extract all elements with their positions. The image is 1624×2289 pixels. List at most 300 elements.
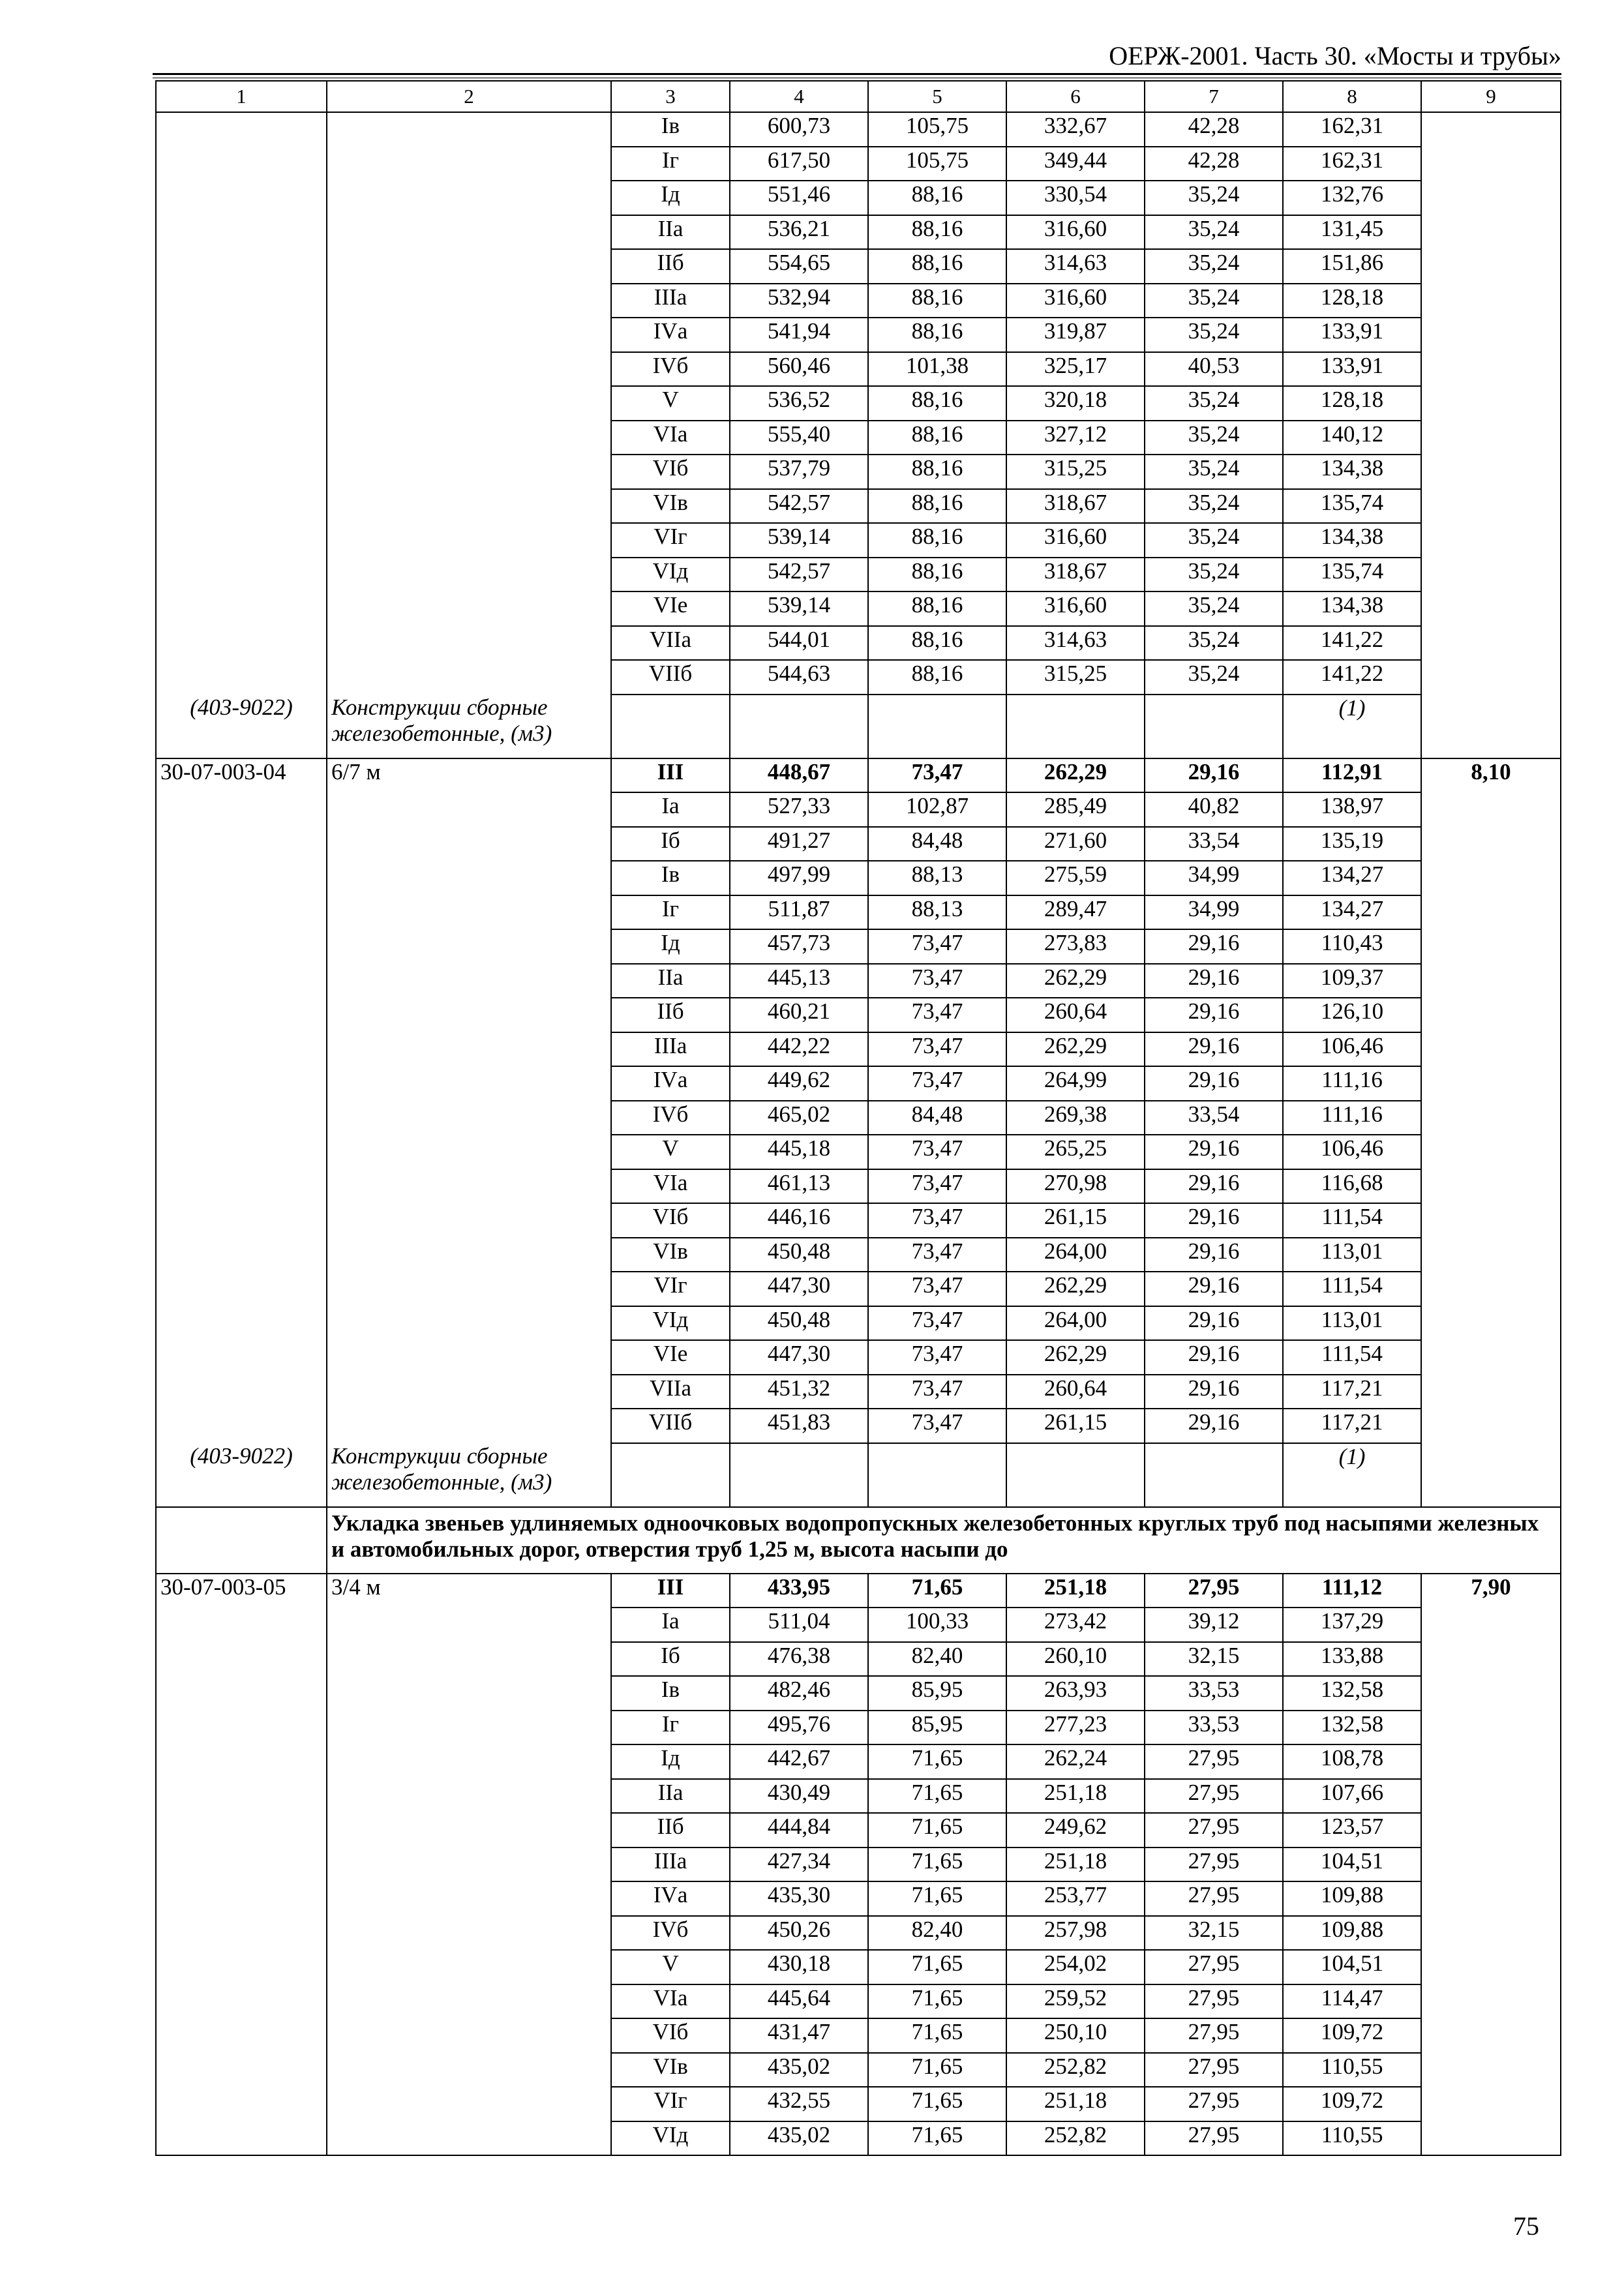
value-cell: 108,78 [1283,1744,1421,1779]
region-cell: VIб [611,455,730,489]
region-cell: VIг [611,523,730,558]
value-cell: 110,55 [1283,2121,1421,2156]
table-body [156,81,1561,2155]
code-cell: 30-07-003-05 [156,1574,327,1608]
value-cell: 314,63 [1006,249,1145,284]
code-cell [156,964,327,998]
labor-cell: 7,90 [1421,1574,1561,1608]
value-cell: 71,65 [868,1813,1006,1848]
name-cell [327,1711,611,1745]
value-cell: 332,67 [1006,112,1145,147]
table-row [156,215,1561,250]
value-cell: 32,15 [1145,1916,1283,1951]
region-cell: Iа [611,1608,730,1642]
value-cell: 445,64 [730,1984,868,2019]
table-row [156,1574,1561,1608]
table-row [156,1203,1561,1238]
region-cell: Iа [611,792,730,827]
value-cell: 27,95 [1145,1950,1283,1984]
table-row [156,1272,1561,1306]
value-cell: 251,18 [1006,2087,1145,2121]
name-cell [327,523,611,558]
value-cell: 275,59 [1006,861,1145,895]
value-cell: 465,02 [730,1101,868,1135]
name-cell [327,895,611,930]
region-cell: III [611,758,730,793]
value-cell: 349,44 [1006,147,1145,181]
value-cell: 113,01 [1283,1306,1421,1341]
value-cell: 113,01 [1283,1238,1421,1272]
value-cell: 141,22 [1283,626,1421,661]
value-cell: 251,18 [1006,1574,1145,1608]
region-cell: VIа [611,421,730,455]
region-cell: IIб [611,1813,730,1848]
table-row [156,2121,1561,2156]
value-cell: 29,16 [1145,1203,1283,1238]
region-cell: IVб [611,1101,730,1135]
name-cell [327,147,611,181]
value-cell: 29,16 [1145,1169,1283,1204]
value-cell: 262,29 [1006,1032,1145,1067]
labor-cell [1421,695,1561,758]
name-cell [327,1881,611,1916]
code-cell [156,1238,327,1272]
value-cell: 252,82 [1006,2121,1145,2156]
value-cell: 88,16 [868,626,1006,661]
code-cell [156,1340,327,1375]
value-cell: 264,99 [1006,1066,1145,1101]
name-cell [327,2018,611,2053]
value-cell: 35,24 [1145,386,1283,421]
table-row [156,421,1561,455]
value-cell: 249,62 [1006,1813,1145,1848]
labor-cell [1421,1676,1561,1711]
labor-cell [1421,421,1561,455]
table-row [156,112,1561,147]
value-cell: 71,65 [868,1779,1006,1814]
labor-cell [1421,1066,1561,1101]
name-cell: 6/7 м [327,758,611,793]
name-cell [327,964,611,998]
labor-cell [1421,1101,1561,1135]
code-cell [156,1203,327,1238]
col-number: 7 [1145,81,1283,112]
value-cell: 117,21 [1283,1409,1421,1443]
value-cell: 35,24 [1145,284,1283,318]
labor-cell [1421,1306,1561,1341]
table-row [156,249,1561,284]
value-cell: 316,60 [1006,284,1145,318]
table-row [156,792,1561,827]
region-cell: IIа [611,964,730,998]
value-cell: 327,12 [1006,421,1145,455]
table-row [156,2087,1561,2121]
code-cell [156,352,327,387]
code-cell [156,626,327,661]
empty-cell [1006,695,1145,758]
value-cell: 476,38 [730,1642,868,1677]
resource-qty: (1) [1283,695,1421,758]
value-cell: 88,16 [868,558,1006,592]
value-cell: 100,33 [868,1608,1006,1642]
labor-cell [1421,112,1561,147]
value-cell: 430,49 [730,1779,868,1814]
labor-cell [1421,147,1561,181]
table-row [156,1916,1561,1951]
value-cell: 27,95 [1145,1813,1283,1848]
value-cell: 137,29 [1283,1608,1421,1642]
value-cell: 29,16 [1145,1409,1283,1443]
value-cell: 88,16 [868,181,1006,215]
region-cell: Iг [611,1711,730,1745]
value-cell: 109,88 [1283,1916,1421,1951]
value-cell: 600,73 [730,112,868,147]
value-cell: 253,77 [1006,1881,1145,1916]
value-cell: 135,19 [1283,827,1421,861]
value-cell: 82,40 [868,1642,1006,1677]
value-cell: 444,84 [730,1813,868,1848]
name-cell [327,181,611,215]
value-cell: 73,47 [868,929,1006,964]
table-row [156,861,1561,895]
table-row [156,147,1561,181]
value-cell: 435,02 [730,2121,868,2156]
value-cell: 116,68 [1283,1169,1421,1204]
labor-cell [1421,660,1561,695]
header-rule [153,73,1561,75]
value-cell: 35,24 [1145,215,1283,250]
value-cell: 542,57 [730,489,868,524]
name-cell [327,2121,611,2156]
region-cell: VIа [611,1169,730,1204]
value-cell: 451,32 [730,1375,868,1409]
value-cell: 111,12 [1283,1574,1421,1608]
region-cell: IVб [611,352,730,387]
value-cell: 73,47 [868,1409,1006,1443]
value-cell: 263,93 [1006,1676,1145,1711]
labor-cell [1421,2121,1561,2156]
empty-cell [611,695,730,758]
empty-cell [868,1443,1006,1507]
region-cell: V [611,386,730,421]
value-cell: 536,21 [730,215,868,250]
value-cell: 106,46 [1283,1135,1421,1169]
value-cell: 88,16 [868,386,1006,421]
code-cell [156,386,327,421]
labor-cell [1421,1711,1561,1745]
name-cell [327,249,611,284]
region-cell: VIг [611,1272,730,1306]
value-cell: 71,65 [868,2087,1006,2121]
value-cell: 539,14 [730,591,868,626]
labor-cell [1421,386,1561,421]
empty-cell [1145,695,1283,758]
value-cell: 29,16 [1145,1238,1283,1272]
empty-cell [611,1443,730,1507]
value-cell: 88,16 [868,249,1006,284]
code-cell [156,591,327,626]
value-cell: 71,65 [868,1881,1006,1916]
region-cell: VIIб [611,660,730,695]
value-cell: 35,24 [1145,489,1283,524]
value-cell: 314,63 [1006,626,1145,661]
code-cell [156,181,327,215]
name-cell [327,1916,611,1951]
value-cell: 449,62 [730,1066,868,1101]
value-cell: 88,16 [868,284,1006,318]
section-heading-row [156,1507,1561,1574]
name-cell [327,112,611,147]
labor-cell [1421,181,1561,215]
region-cell: VIIа [611,1375,730,1409]
resource-name: Конструкции сборные железобетонные, (м3) [327,1443,611,1507]
value-cell: 106,46 [1283,1032,1421,1067]
region-cell: IIIа [611,1848,730,1882]
value-cell: 427,34 [730,1848,868,1882]
value-cell: 431,47 [730,2018,868,2053]
table-row [156,1238,1561,1272]
code-cell [156,1848,327,1882]
code-cell [156,1711,327,1745]
code-cell [156,1066,327,1101]
value-cell: 109,72 [1283,2087,1421,2121]
value-cell: 536,52 [730,386,868,421]
region-cell: Iб [611,1642,730,1677]
code-cell [156,215,327,250]
value-cell: 511,87 [730,895,868,930]
value-cell: 35,24 [1145,421,1283,455]
table-row [156,455,1561,489]
labor-cell [1421,215,1561,250]
code-cell [156,1744,327,1779]
value-cell: 101,38 [868,352,1006,387]
value-cell: 451,83 [730,1409,868,1443]
value-cell: 262,29 [1006,1340,1145,1375]
value-cell: 132,58 [1283,1676,1421,1711]
value-cell: 250,10 [1006,2018,1145,2053]
region-cell: Iб [611,827,730,861]
value-cell: 29,16 [1145,1340,1283,1375]
name-cell [327,1779,611,1814]
value-cell: 271,60 [1006,827,1145,861]
value-cell: 140,12 [1283,421,1421,455]
labor-cell [1421,1744,1561,1779]
region-cell: IVа [611,1881,730,1916]
code-cell [156,2087,327,2121]
name-cell [327,455,611,489]
value-cell: 457,73 [730,929,868,964]
region-cell: Iд [611,929,730,964]
name-cell [327,1272,611,1306]
labor-cell [1421,1881,1561,1916]
value-cell: 71,65 [868,1950,1006,1984]
name-cell [327,591,611,626]
labor-cell [1421,1779,1561,1814]
value-cell: 111,54 [1283,1340,1421,1375]
value-cell: 261,15 [1006,1203,1145,1238]
name-cell [327,1409,611,1443]
value-cell: 135,74 [1283,489,1421,524]
code-cell [156,660,327,695]
value-cell: 34,99 [1145,895,1283,930]
region-cell: Iг [611,147,730,181]
name-cell [327,1950,611,1984]
labor-cell [1421,1813,1561,1848]
value-cell: 111,54 [1283,1203,1421,1238]
value-cell: 71,65 [868,1848,1006,1882]
value-cell: 495,76 [730,1711,868,1745]
region-cell: VIа [611,1984,730,2019]
value-cell: 73,47 [868,1066,1006,1101]
value-cell: 35,24 [1145,455,1283,489]
value-cell: 265,25 [1006,1135,1145,1169]
value-cell: 84,48 [868,827,1006,861]
value-cell: 110,55 [1283,2053,1421,2087]
section-empty-cell [156,1507,327,1574]
code-cell [156,318,327,352]
value-cell: 111,16 [1283,1066,1421,1101]
value-cell: 260,64 [1006,1375,1145,1409]
name-cell [327,2053,611,2087]
empty-cell [730,695,868,758]
col-number: 2 [327,81,611,112]
value-cell: 88,16 [868,318,1006,352]
code-cell [156,1950,327,1984]
value-cell: 270,98 [1006,1169,1145,1204]
resource-qty: (1) [1283,1443,1421,1507]
table-row [156,1066,1561,1101]
value-cell: 109,72 [1283,2018,1421,2053]
labor-cell [1421,489,1561,524]
name-cell [327,1848,611,1882]
region-cell: VIIа [611,626,730,661]
value-cell: 320,18 [1006,386,1145,421]
table-row [156,1135,1561,1169]
value-cell: 450,48 [730,1238,868,1272]
name-cell [327,352,611,387]
resource-row [156,1443,1561,1507]
value-cell: 40,53 [1145,352,1283,387]
value-cell: 316,60 [1006,591,1145,626]
value-cell: 111,16 [1283,1101,1421,1135]
name-cell: 3/4 м [327,1574,611,1608]
value-cell: 73,47 [868,1203,1006,1238]
value-cell: 285,49 [1006,792,1145,827]
name-cell [327,660,611,695]
value-cell: 73,47 [868,998,1006,1032]
value-cell: 126,10 [1283,998,1421,1032]
value-cell: 33,54 [1145,1101,1283,1135]
region-cell: Iв [611,861,730,895]
table-row [156,1711,1561,1745]
labor-cell [1421,1272,1561,1306]
value-cell: 450,26 [730,1916,868,1951]
value-cell: 88,16 [868,489,1006,524]
labor-cell [1421,827,1561,861]
table-row [156,591,1561,626]
value-cell: 40,82 [1145,792,1283,827]
code-cell [156,558,327,592]
code-cell [156,1676,327,1711]
value-cell: 105,75 [868,147,1006,181]
name-cell [327,1101,611,1135]
code-cell [156,1779,327,1814]
value-cell: 132,76 [1283,181,1421,215]
value-cell: 289,47 [1006,895,1145,930]
empty-cell [1145,1443,1283,1507]
labor-cell [1421,1950,1561,1984]
labor-cell [1421,352,1561,387]
code-cell [156,1101,327,1135]
value-cell: 88,16 [868,455,1006,489]
value-cell: 527,33 [730,792,868,827]
labor-cell [1421,455,1561,489]
name-cell [327,1813,611,1848]
value-cell: 73,47 [868,1238,1006,1272]
code-cell [156,249,327,284]
labor-cell [1421,895,1561,930]
value-cell: 39,12 [1145,1608,1283,1642]
value-cell: 73,47 [868,964,1006,998]
name-cell [327,1135,611,1169]
col-number: 8 [1283,81,1421,112]
value-cell: 491,27 [730,827,868,861]
value-cell: 537,79 [730,455,868,489]
labor-cell [1421,1203,1561,1238]
region-cell: VIб [611,2018,730,2053]
value-cell: 71,65 [868,2121,1006,2156]
value-cell: 447,30 [730,1340,868,1375]
labor-cell [1421,1409,1561,1443]
region-cell: VIв [611,2053,730,2087]
region-cell: V [611,1950,730,1984]
value-cell: 555,40 [730,421,868,455]
value-cell: 73,47 [868,1272,1006,1306]
col-number: 1 [156,81,327,112]
code-cell [156,1375,327,1409]
value-cell: 71,65 [868,1744,1006,1779]
table-row [156,1375,1561,1409]
region-cell: VIе [611,1340,730,1375]
resource-row [156,695,1561,758]
region-cell: IVб [611,1916,730,1951]
code-cell [156,895,327,930]
value-cell: 29,16 [1145,1032,1283,1067]
name-cell [327,929,611,964]
value-cell: 35,24 [1145,318,1283,352]
value-cell: 117,21 [1283,1375,1421,1409]
labor-cell [1421,964,1561,998]
value-cell: 151,86 [1283,249,1421,284]
value-cell: 73,47 [868,1306,1006,1341]
table-row [156,1101,1561,1135]
name-cell [327,558,611,592]
value-cell: 73,47 [868,1169,1006,1204]
region-cell: IVа [611,318,730,352]
name-cell [327,1642,611,1677]
name-cell [327,792,611,827]
table-row [156,181,1561,215]
value-cell: 128,18 [1283,284,1421,318]
code-cell [156,2053,327,2087]
section-title: Укладка звеньев удлиняемых одноочковых водопропускных железобетонных круглых труб под насыпями железных и автомобильных дорог, отверстия труб 1,25 м, высота насыпи до [327,1507,1561,1574]
value-cell: 260,64 [1006,998,1145,1032]
value-cell: 110,43 [1283,929,1421,964]
name-cell [327,318,611,352]
code-cell [156,1608,327,1642]
region-cell: VIв [611,1238,730,1272]
value-cell: 544,01 [730,626,868,661]
